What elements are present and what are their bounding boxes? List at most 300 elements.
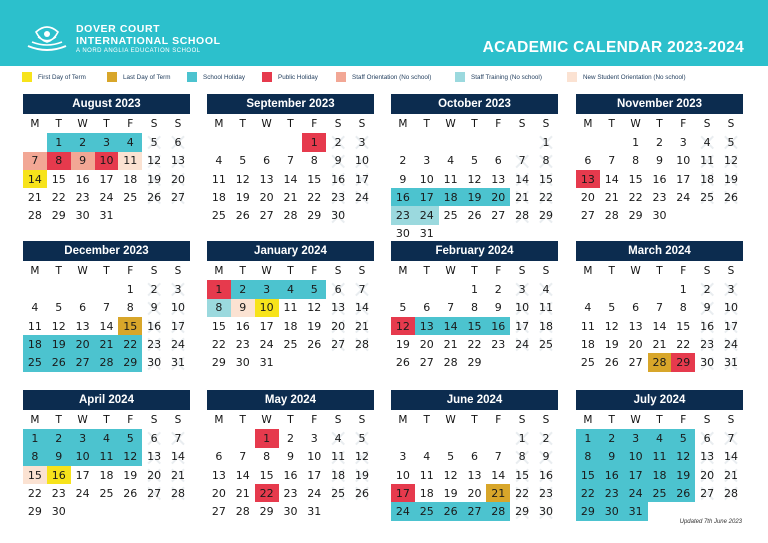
month-grid	[391, 411, 558, 521]
day-cell	[302, 335, 326, 353]
weekday-label: T	[656, 265, 663, 278]
day-cell	[71, 188, 95, 206]
weekday-label: W	[445, 118, 456, 131]
day-cell	[391, 170, 415, 188]
day-number: 30	[652, 209, 667, 223]
day-number: × 28	[515, 209, 530, 223]
day-number: 19	[676, 468, 691, 482]
day-number: 17	[75, 468, 90, 482]
day-number: 5	[470, 154, 478, 168]
empty-cell	[279, 133, 303, 151]
day-number: 18	[580, 337, 595, 351]
day-number: 30	[235, 356, 250, 370]
month-title: November 2023	[576, 94, 743, 114]
day-cell	[23, 170, 47, 188]
weekday-label: S	[358, 414, 366, 427]
school-name-line1: DOVER COURT	[76, 23, 161, 35]
day-number: 23	[395, 209, 410, 223]
day-cell	[23, 206, 47, 224]
day-number: 6	[423, 301, 431, 315]
weekday-label: W	[630, 118, 641, 131]
day-number: 6	[584, 154, 592, 168]
day-number: 29	[580, 505, 595, 519]
day-cell	[624, 152, 648, 170]
day-cell	[576, 502, 600, 520]
day-cell	[326, 484, 350, 502]
day-cell	[439, 353, 463, 371]
day-number: × 9	[542, 450, 550, 464]
legend-label: New Student Orientation (No school)	[583, 73, 686, 81]
day-number: 8	[263, 450, 271, 464]
day-cell	[624, 484, 648, 502]
day-cell	[23, 502, 47, 520]
weekday-label: T	[608, 118, 615, 131]
day-number: 13	[491, 172, 506, 186]
day-cell	[71, 317, 95, 335]
day-number: × 23	[147, 337, 162, 351]
day-number: 7	[655, 301, 663, 315]
day-number: × 9	[150, 301, 158, 315]
day-cell	[600, 299, 624, 317]
day-number: 12	[676, 450, 691, 464]
day-number: 30	[604, 505, 619, 519]
day-number: 3	[632, 431, 640, 445]
day-cell	[648, 466, 672, 484]
weekday-label: M	[398, 118, 408, 131]
day-number: 22	[628, 190, 643, 204]
day-cell	[71, 353, 95, 371]
day-cell	[415, 299, 439, 317]
day-number: 2	[655, 135, 663, 149]
day-cell	[142, 353, 166, 371]
weekday-label: S	[542, 414, 550, 427]
day-cell	[648, 317, 672, 335]
day-number: × 22	[515, 486, 530, 500]
day-cell	[648, 170, 672, 188]
day-number: × 21	[515, 190, 530, 204]
month-march-2024	[576, 241, 743, 372]
day-number: 28	[652, 356, 667, 370]
weekday-label: F	[680, 118, 687, 131]
day-number: × 15	[538, 172, 553, 186]
day-cell	[95, 335, 119, 353]
day-number: 5	[608, 301, 616, 315]
day-cell	[463, 484, 487, 502]
day-number: 23	[51, 486, 66, 500]
day-number: 4	[215, 154, 223, 168]
month-grid	[391, 262, 558, 372]
day-cell	[439, 335, 463, 353]
month-may-2024	[207, 390, 374, 521]
day-number: 1	[584, 431, 592, 445]
day-cell	[415, 448, 439, 466]
day-number: 10	[259, 301, 274, 315]
day-cell	[23, 429, 47, 447]
day-number: 10	[75, 450, 90, 464]
day-number: 14	[443, 319, 458, 333]
day-cell	[350, 335, 374, 353]
day-cell	[302, 133, 326, 151]
weekday-label: S	[518, 118, 526, 131]
legend-label: Last Day of Term	[123, 73, 171, 81]
weekday-label: T	[103, 118, 110, 131]
day-number: 22	[211, 337, 226, 351]
day-number: 24	[99, 190, 114, 204]
day-number: × 9	[334, 154, 342, 168]
day-cell	[95, 317, 119, 335]
day-number: 17	[99, 172, 114, 186]
day-number: × 4	[703, 135, 711, 149]
day-number: 19	[307, 319, 322, 333]
day-cell	[302, 317, 326, 335]
empty-cell	[600, 280, 624, 298]
day-cell	[600, 317, 624, 335]
day-cell	[486, 280, 510, 298]
day-cell	[463, 448, 487, 466]
day-cell	[71, 335, 95, 353]
weekday-label: S	[334, 414, 342, 427]
day-number: 16	[491, 319, 506, 333]
day-number: 25	[283, 337, 298, 351]
day-number: 11	[283, 301, 298, 315]
day-cell	[439, 484, 463, 502]
day-number: 17	[419, 190, 434, 204]
day-cell	[624, 170, 648, 188]
weekday-label: M	[398, 414, 408, 427]
day-cell	[118, 466, 142, 484]
day-cell	[695, 484, 719, 502]
day-number: 12	[604, 319, 619, 333]
day-number: 25	[27, 356, 42, 370]
day-cell	[118, 299, 142, 317]
day-cell	[279, 466, 303, 484]
day-number: × 10	[354, 154, 369, 168]
day-cell	[576, 429, 600, 447]
month-grid	[23, 411, 190, 521]
day-cell	[47, 484, 71, 502]
day-number: 23	[235, 337, 250, 351]
day-cell	[391, 299, 415, 317]
day-number: 4	[31, 301, 39, 315]
day-number: 1	[31, 431, 39, 445]
empty-cell	[23, 280, 47, 298]
day-cell	[255, 188, 279, 206]
weekday-label: S	[703, 414, 711, 427]
legend-label: First Day of Term	[38, 73, 86, 81]
day-cell	[624, 133, 648, 151]
day-cell	[648, 299, 672, 317]
empty-cell	[463, 429, 487, 447]
day-cell	[600, 152, 624, 170]
day-number: 14	[27, 172, 42, 186]
weekday-label: M	[583, 118, 593, 131]
day-cell	[486, 335, 510, 353]
day-number: × 14	[354, 301, 369, 315]
day-number: × 1	[518, 431, 526, 445]
day-number: 30	[75, 209, 90, 223]
day-number: 21	[99, 337, 114, 351]
day-number: 18	[27, 337, 42, 351]
day-number: 21	[652, 337, 667, 351]
day-number: × 5	[150, 135, 158, 149]
day-number: 25	[443, 209, 458, 223]
day-number: 10	[419, 172, 434, 186]
day-number: 29	[467, 356, 482, 370]
day-cell	[463, 335, 487, 353]
day-cell	[486, 317, 510, 335]
day-number: 4	[655, 431, 663, 445]
weekday-label: S	[542, 118, 550, 131]
day-number: 17	[628, 468, 643, 482]
day-cell	[302, 188, 326, 206]
empty-cell	[255, 133, 279, 151]
day-cell	[23, 448, 47, 466]
day-cell	[279, 317, 303, 335]
weekday-label: F	[495, 118, 502, 131]
day-number: 13	[211, 468, 226, 482]
day-cell	[439, 448, 463, 466]
day-number: 6	[494, 154, 502, 168]
month-title: March 2024	[576, 241, 743, 261]
day-number: 9	[608, 450, 616, 464]
day-number: × 17	[170, 319, 185, 333]
day-number: 8	[31, 450, 39, 464]
empty-cell	[648, 280, 672, 298]
day-number: 27	[75, 356, 90, 370]
day-number: 7	[102, 301, 110, 315]
day-cell	[71, 206, 95, 224]
day-cell	[118, 448, 142, 466]
day-number: × 3	[358, 135, 366, 149]
day-number: 27	[467, 505, 482, 519]
day-number: 20	[211, 486, 226, 500]
day-number: 26	[443, 505, 458, 519]
empty-cell	[486, 429, 510, 447]
day-number: 10	[395, 468, 410, 482]
day-number: × 24	[170, 337, 185, 351]
day-cell	[231, 502, 255, 520]
day-number: 6	[632, 301, 640, 315]
weekday-label: T	[608, 414, 615, 427]
day-number: 28	[283, 209, 298, 223]
weekday-label: F	[127, 414, 134, 427]
day-number: 10	[99, 154, 114, 168]
day-number: 24	[75, 486, 90, 500]
day-number: 5	[399, 301, 407, 315]
day-cell	[576, 170, 600, 188]
day-number: × 6	[703, 431, 711, 445]
weekday-label: S	[174, 118, 182, 131]
day-number: × 16	[700, 319, 715, 333]
weekday-label: F	[495, 414, 502, 427]
day-cell	[23, 317, 47, 335]
day-number: 30	[51, 505, 66, 519]
legend-swatch	[567, 72, 577, 82]
day-cell	[463, 299, 487, 317]
day-number: 20	[628, 337, 643, 351]
weekday-label: T	[656, 414, 663, 427]
day-number: × 28	[354, 337, 369, 351]
legend-item	[336, 72, 431, 82]
month-august-2023	[23, 94, 190, 225]
day-number: × 18	[700, 172, 715, 186]
day-number: × 28	[723, 486, 738, 500]
legend-swatch	[22, 72, 32, 82]
day-cell	[624, 353, 648, 371]
day-cell	[207, 170, 231, 188]
day-number: 28	[27, 209, 42, 223]
legend-item	[262, 72, 318, 82]
empty-cell	[415, 280, 439, 298]
day-number: 6	[470, 450, 478, 464]
day-cell	[207, 317, 231, 335]
day-cell	[463, 206, 487, 224]
day-number: × 21	[354, 319, 369, 333]
weekday-label: S	[150, 118, 158, 131]
day-number: × 14	[515, 172, 530, 186]
legend-label: Staff Orientation (No school)	[352, 73, 432, 81]
weekday-label: W	[261, 265, 272, 278]
weekday-label: F	[680, 265, 687, 278]
day-cell	[207, 466, 231, 484]
day-number: 12	[51, 319, 66, 333]
weekday-label: T	[55, 414, 62, 427]
day-number: 24	[628, 486, 643, 500]
day-cell	[255, 280, 279, 298]
day-number: 19	[51, 337, 66, 351]
day-cell	[391, 152, 415, 170]
day-number: 1	[679, 282, 687, 296]
day-number: 12	[123, 450, 138, 464]
weekday-label: T	[55, 265, 62, 278]
day-number: 24	[395, 505, 410, 519]
day-cell	[463, 502, 487, 520]
weekday-label: T	[239, 265, 246, 278]
day-cell	[71, 152, 95, 170]
day-number: 3	[679, 135, 687, 149]
day-number: 1	[470, 282, 478, 296]
day-number: 1	[632, 135, 640, 149]
day-number: 1	[126, 282, 134, 296]
school-name-line2: INTERNATIONAL SCHOOL	[76, 35, 221, 47]
day-number: 21	[283, 190, 298, 204]
day-cell	[118, 170, 142, 188]
day-number: 8	[310, 154, 318, 168]
day-cell	[695, 188, 719, 206]
day-number: 14	[652, 319, 667, 333]
day-cell	[255, 206, 279, 224]
day-number: 4	[447, 154, 455, 168]
day-number: 18	[99, 468, 114, 482]
day-number: 18	[443, 190, 458, 204]
day-number: 2	[79, 135, 87, 149]
day-number: × 30	[331, 209, 346, 223]
weekday-label: T	[471, 414, 478, 427]
day-number: 9	[655, 154, 663, 168]
day-number: × 23	[331, 190, 346, 204]
day-number: 24	[259, 337, 274, 351]
day-cell	[439, 502, 463, 520]
day-number: 17	[676, 172, 691, 186]
weekday-label: T	[55, 118, 62, 131]
day-number: × 14	[723, 450, 738, 464]
day-number: 21	[27, 190, 42, 204]
day-cell	[600, 170, 624, 188]
day-cell	[486, 448, 510, 466]
day-cell	[23, 335, 47, 353]
day-cell	[302, 299, 326, 317]
day-cell	[255, 448, 279, 466]
month-april-2024	[23, 390, 190, 521]
legend-item	[187, 72, 245, 82]
day-cell	[415, 502, 439, 520]
day-number: × 10	[170, 301, 185, 315]
day-cell	[118, 353, 142, 371]
day-number: 22	[259, 486, 274, 500]
day-number: 17	[395, 486, 410, 500]
day-number: 11	[211, 172, 226, 186]
day-number: 22	[467, 337, 482, 351]
header-banner	[0, 0, 768, 66]
day-number: × 31	[723, 356, 738, 370]
month-grid	[207, 411, 374, 521]
day-number: 16	[283, 468, 298, 482]
day-cell	[391, 448, 415, 466]
day-cell	[415, 152, 439, 170]
day-number: × 27	[147, 486, 162, 500]
day-number: 11	[123, 154, 138, 168]
school-tagline: A NORD ANGLIA EDUCATION SCHOOL	[76, 48, 201, 54]
day-cell	[71, 170, 95, 188]
day-cell	[439, 466, 463, 484]
day-number: × 27	[700, 486, 715, 500]
day-number: × 6	[334, 282, 342, 296]
day-cell	[624, 429, 648, 447]
empty-cell	[231, 429, 255, 447]
day-cell	[671, 299, 695, 317]
day-number: 20	[467, 486, 482, 500]
school-name	[76, 23, 221, 54]
day-cell	[624, 466, 648, 484]
day-cell	[231, 188, 255, 206]
day-number: 9	[399, 172, 407, 186]
weekday-label: M	[214, 118, 224, 131]
day-cell	[576, 206, 600, 224]
empty-cell	[486, 133, 510, 151]
day-number: 1	[263, 431, 271, 445]
day-number: 3	[423, 154, 431, 168]
day-cell	[231, 170, 255, 188]
day-number: 27	[259, 209, 274, 223]
day-number: × 3	[174, 282, 182, 296]
weekday-label: M	[30, 265, 40, 278]
day-cell	[207, 188, 231, 206]
day-cell	[391, 206, 415, 224]
day-cell	[231, 206, 255, 224]
day-number: 1	[55, 135, 63, 149]
day-number: 14	[604, 172, 619, 186]
school-logo-icon	[24, 24, 70, 54]
empty-cell	[439, 280, 463, 298]
day-number: 14	[235, 468, 250, 482]
day-number: × 22	[538, 190, 553, 204]
day-cell	[118, 188, 142, 206]
day-number: 1	[215, 282, 223, 296]
day-number: 16	[235, 319, 250, 333]
day-number: 9	[286, 450, 294, 464]
month-grid	[576, 262, 743, 372]
day-number: 4	[584, 301, 592, 315]
